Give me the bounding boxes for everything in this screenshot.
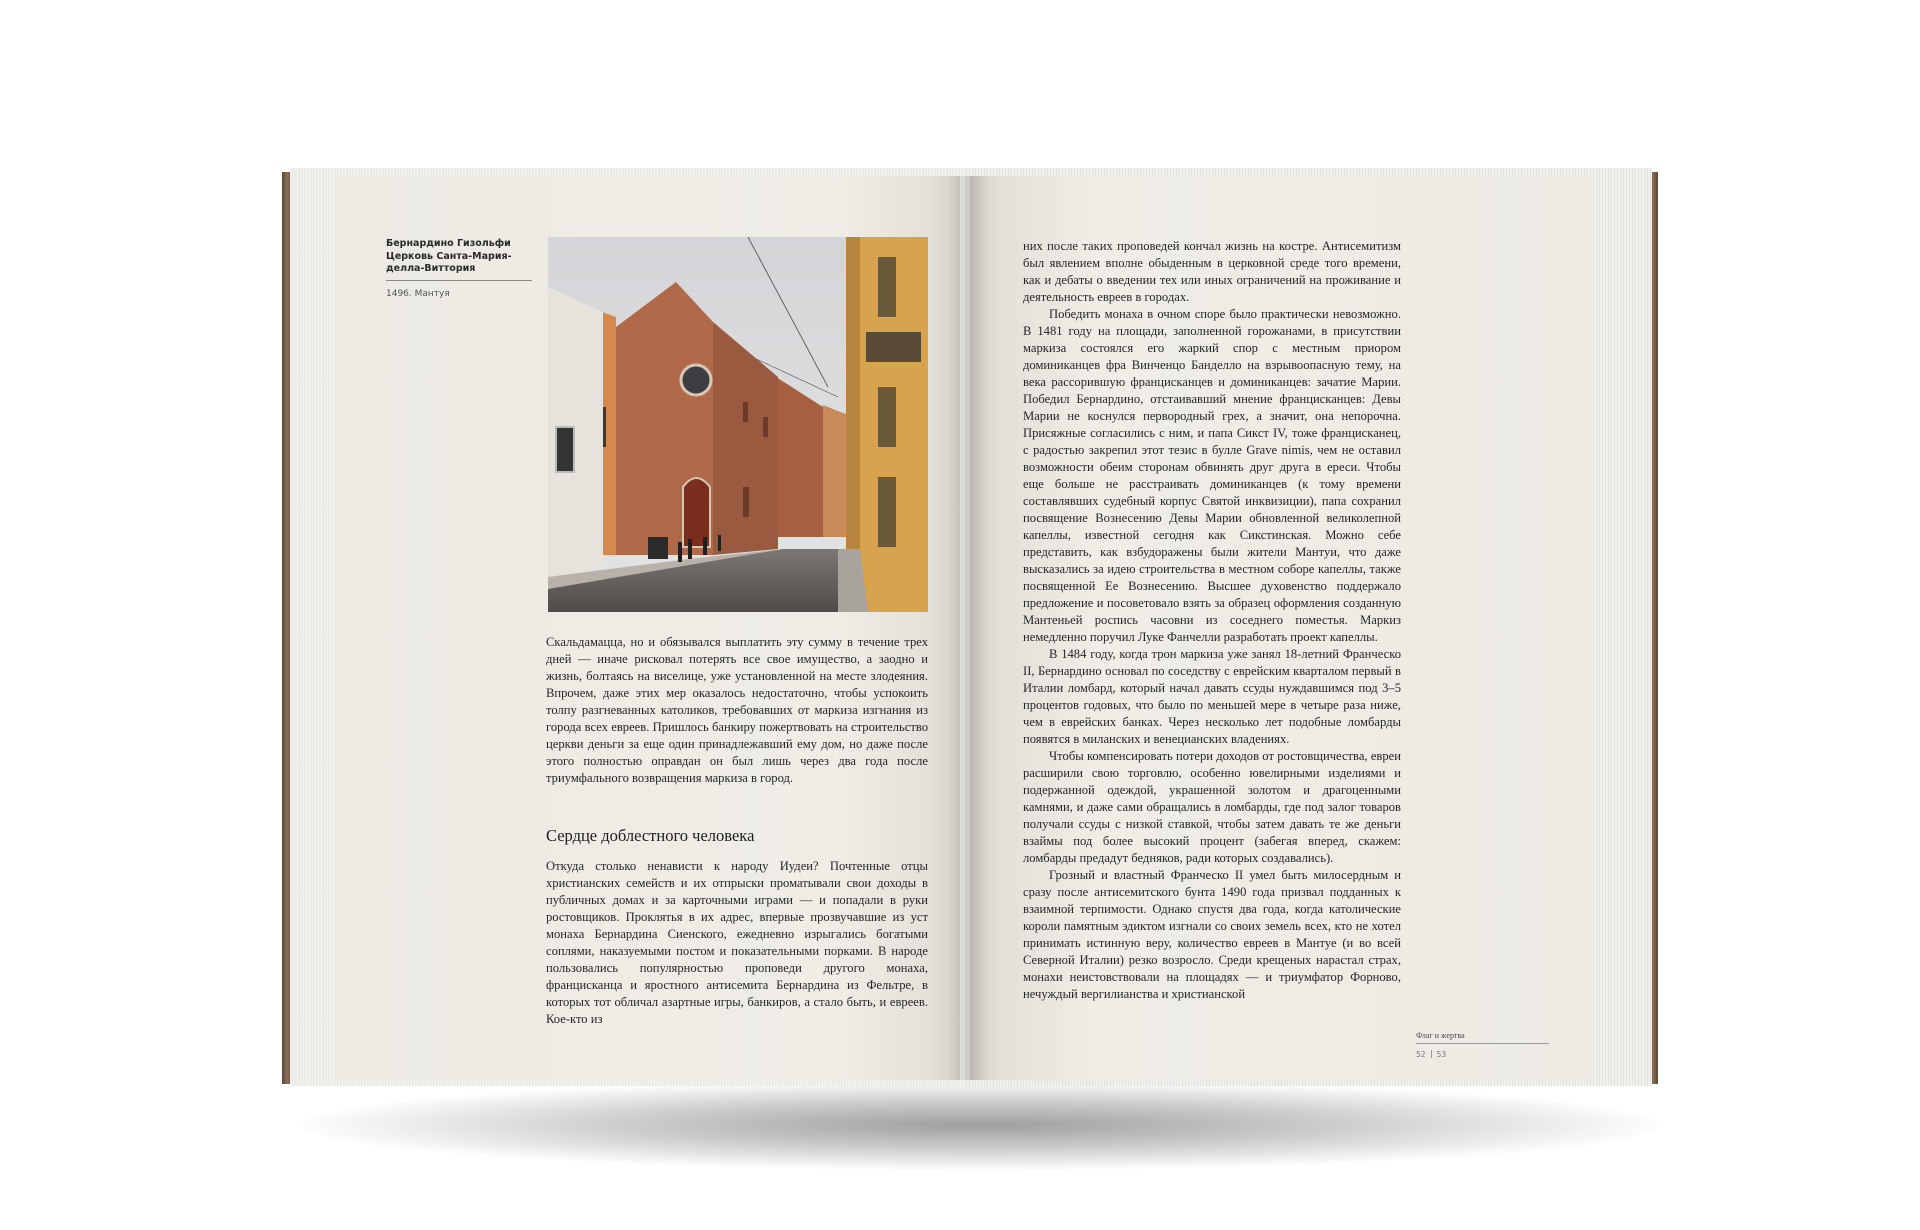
paragraph: Скальдамацца, но и обязывался выплатить эту сумму в течение трех дней — иначе рисковал потерять все свое имущество, а заодно и жизнь, болтаясь на виселице, уже установленной на месте злодеяния. Впрочем, даже этих мер оказалось недостаточно, чтобы успокоить толпу разгневанных католиков, требовавших от маркиза изгнания из города всех евреев. Пришлось банкиру пожертвовать на строительство церкви деньги за еще один принадлежавший ему дом, но даже после этого полностью оправдан он был лишь через два года после триумфального возвращения маркиза в город. (546, 635, 928, 785)
running-title: Флаг и жертва (1416, 1031, 1465, 1040)
caption-line: Церковь Санта-Мария- (386, 250, 512, 262)
photo-caption (386, 238, 534, 276)
paragraph: Откуда столько ненависти к народу Иудеи? Почтенные отцы христианских семейств и их отпрыски проматывали свои доходы в публичных домах и за карточными играми — и попадали в руки ростовщиков. Проклятья в их адрес, впервые прозвучавшие из уст монаха Бернардина Сиенского, ежедневно изрыгались богатыми соплями, наказуемыми постом и показательными порками. В народе пользовались популярностью проповеди другого монаха, францисканца и яростного антисемита Бернардина из Фельтре, в которых тот обличал азартные игры, банкиров, а стало быть, и евреев. Кое-кто из (546, 859, 928, 1026)
paragraph: В 1484 году, когда трон маркиза уже занял 18-летний Франческо II, Бернардино основал по соседству с еврейским кварталом первый в Италии ломбард, который начал давать ссуды нуждавшимся под 3–5 процентов годовых, что было по меньшей мере в четыре раза ниже, чем в еврейских банках. Через несколько лет подобные ломбарды появятся в миланских и венецианских владениях. (1023, 647, 1401, 746)
right-body-text (1023, 238, 1401, 1003)
caption-line: делла-Виттория (386, 263, 476, 274)
left-body-text-after-heading (546, 858, 928, 1028)
church-photo (548, 237, 928, 612)
book-shadow (300, 1080, 1660, 1170)
page-number-left: 52 (1416, 1050, 1426, 1059)
page-number-right: 53 (1436, 1050, 1447, 1059)
paragraph: Победить монаха в очном споре было практически невозможно. В 1481 году на площади, заполненной горожанами, в присутствии маркиза состоялся его жаркий спор с местным приором доминиканцев фра Винченцо Банделло на взрывоопасную тему, на века рассорившую францисканцев и доминиканцев: зачатие Марии. Победил Бернардино, отстаивавший мнение францисканцев: Девы Марии не коснулся первородный грех, а значит, она непорочна. Присяжные согласились с ним, и папа Сикст IV, тоже францисканец, с радостью закрепил этот тезис в булле Grave nimis, чем не оставил возможности обеим сторонам обвинять друг друга в ереси. Чтобы еще больше не расстраивать доминиканцев (к тому времени составлявших судебный корпус Святой инквизиции), папа сохранил посвящение Вознесению Девы Марии обновленной великолепной капеллы, известной сегодня как Сикстинская. Можно себе представить, как взбудоражены были жители Мантуи, что даже высказались за идею строительства в местном соборе капеллы, также посвященной Ее Вознесению. Высшее духовенство поддержало предложение и посоветовало взять за образец оформления созданную Мантеньей роспись часовни из соседнего поместья. Маркиз немедленно поручил Луке Фанчелли разработать проект капеллы. (1023, 307, 1401, 644)
page-number-separator (1431, 1050, 1432, 1058)
caption-date: 1496. Мантуя (386, 289, 450, 299)
section-heading: Сердце доблестного человека (546, 826, 755, 845)
paragraph: Чтобы компенсировать потери доходов от ростовщичества, евреи расширили свою торговлю, особенно ювелирными изделиями и подержанной одеждой, украшенной золотом и драгоценными камнями, и даже сами обращались в ломбарды, где под залог товаров получали ссуды с низкой ставкой, чтобы затем давать те же деньги взаймы под более высокий процент (забегая вперед, скажем: ломбарды предадут бедняков, ради которых создавались). (1023, 749, 1401, 865)
page-numbers (1416, 1050, 1446, 1059)
running-title-divider (1416, 1043, 1549, 1044)
book-gutter (948, 176, 988, 1080)
paragraph: них после таких проповедей кончал жизнь на костре. Антисемитизм был явлением вполне обыденным в церковной среде того времени, как и дебаты о введении тех или иных ограничений на проживание и деятельность евреев в городах. (1023, 239, 1401, 304)
caption-line: Бернардино Гизольфи (386, 238, 511, 249)
caption-divider (386, 280, 532, 281)
left-body-text (546, 634, 928, 787)
paragraph: Грозный и властный Франческо II умел быть милосердным и сразу после антисемитского бунта 1490 года призвал подданных к взаимной терпимости. Однако спустя два года, когда католические короли памятным эдиктом изгнали со своих земель всех, кто не хотел принимать истинную веру, количество евреев в Мантуе (и во всей Северной Италии) резко возросло. Среди крещеных нарастал страх, монахи неистовствовали на площадях — и триумфатор Форново, нечуждый вергилианства и христианской (1023, 868, 1401, 1001)
